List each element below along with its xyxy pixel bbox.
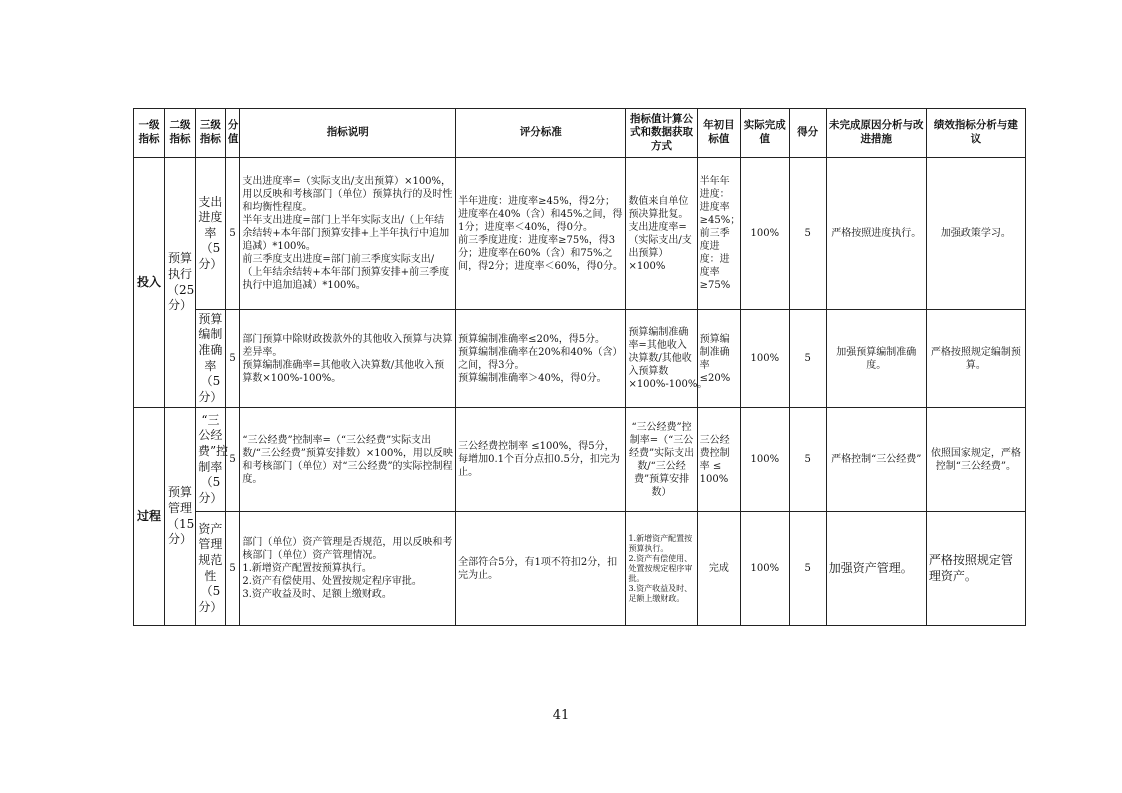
score: 5 <box>789 408 826 512</box>
reason-analysis: 加强预算编制准确度。 <box>826 310 926 408</box>
header-actual: 实际完成值 <box>741 109 790 158</box>
indicator-description: 部门预算中除财政拨款外的其他收入预算与决算差异率。 预算编制准确率=其他收入决算数/其他收入预算数×100%-100%。 <box>240 310 456 408</box>
calculation-formula: “三公经费”控制率=（“三公经费”实际支出数/“三公经费”预算安排数） <box>626 408 697 512</box>
scoring-standard: 半年进度：进度率≥45%，得2分；进度率在40%（含）和45%之间，得1分；进度率＜40%，得0分。 前三季度进度：进度率≥75%，得3分；进度率在60%（含）和75%之间，得2分；进度率＜60%，得0分。 <box>456 158 626 310</box>
indicator-description: 部门（单位）资产管理是否规范，用以反映和考核部门（单位）资产管理情况。 1.新增资产配置按预算执行。 2.资产有偿使用、处置按规定程序审批。 3.资产收益及时、足额上缴财政。 <box>240 512 456 626</box>
header-suggestion: 绩效指标分析与建议 <box>926 109 1025 158</box>
header-target: 年初目标值 <box>697 109 740 158</box>
level3-indicator: 资产管理规范性（5分） <box>195 512 225 626</box>
target-value: 半年年进度：进度率≥45%；前三季度进度：进度率≥75% <box>697 158 740 310</box>
table-row <box>134 408 1026 512</box>
header-score-value: 分值 <box>225 109 239 158</box>
reason-analysis: 严格按照进度执行。 <box>826 158 926 310</box>
reason-analysis: 加强资产管理。 <box>826 512 926 626</box>
indicator-description: 支出进度率=（实际支出/支出预算）×100%，用以反映和考核部门（单位）预算执行的及时性和均衡性程度。 半年支出进度=部门上半年实际支出/（上年结余结转+本年部门预算安排+上半年执行中追加追减）*100%。 前三季度支出进度=部门前三季度实际支出/（上年结余结转+本年部门预算安排+前三季度执行中追加追减）*100%。 <box>240 158 456 310</box>
level3-indicator: 预算编制准确率（5分） <box>195 310 225 408</box>
scoring-standard: 预算编制准确率≤20%，得5分。 预算编制准确率在20%和40%（含）之间，得3分。 预算编制准确率＞40%，得0分。 <box>456 310 626 408</box>
score-value: 5 <box>225 408 239 512</box>
table-row <box>134 512 1026 626</box>
reason-analysis: 严格控制“三公经费” <box>826 408 926 512</box>
scoring-standard: 三公经费控制率 ≤100%，得5分，每增加0.1个百分点扣0.5分，扣完为止。 <box>456 408 626 512</box>
level3-indicator: 支出进度率（5分） <box>195 158 225 310</box>
header-level1: 一级指标 <box>134 109 165 158</box>
actual-value: 100% <box>741 408 790 512</box>
calculation-formula: 1.新增资产配置按预算执行。 2.资产有偿使用、处置按规定程序审批。 3.资产收益及时、足额上缴财政。 <box>626 512 697 626</box>
target-value: 预算编制准确率≤20% <box>697 310 740 408</box>
level2-budget-management: 预算管理（15分） <box>164 408 195 626</box>
score: 5 <box>789 310 826 408</box>
header-score: 得分 <box>789 109 826 158</box>
score-value: 5 <box>225 158 239 310</box>
page-number: 41 <box>552 708 570 723</box>
score-value: 5 <box>225 310 239 408</box>
suggestion: 严格按照规定编制预算。 <box>926 310 1025 408</box>
suggestion: 依照国家规定，严格控制“三公经费”。 <box>926 408 1025 512</box>
target-value: 完成 <box>697 512 740 626</box>
score: 5 <box>789 512 826 626</box>
header-level2: 二级指标 <box>164 109 195 158</box>
header-formula: 指标值计算公式和数据获取方式 <box>626 109 697 158</box>
level1-process: 过程 <box>134 408 165 626</box>
actual-value: 100% <box>741 512 790 626</box>
indicator-description: “三公经费”控制率=（“三公经费”实际支出数/“三公经费”预算安排数）×100%，用以反映和考核部门（单位）对“三公经费”的实际控制程度。 <box>240 408 456 512</box>
actual-value: 100% <box>741 158 790 310</box>
level3-indicator: “三公经费”控制率（5分） <box>195 408 225 512</box>
actual-value: 100% <box>741 310 790 408</box>
calculation-formula: 数值来自单位预决算批复。支出进度率=（实际支出/支出预算）×100% <box>626 158 697 310</box>
performance-table <box>133 108 1026 626</box>
score-value: 5 <box>225 512 239 626</box>
suggestion: 严格按照规定管理资产。 <box>926 512 1025 626</box>
header-level3: 三级指标 <box>195 109 225 158</box>
level2-budget-execution: 预算执行（25分） <box>164 158 195 408</box>
scoring-standard: 全部符合5分，有1项不符扣2分，扣完为止。 <box>456 512 626 626</box>
level1-input: 投入 <box>134 158 165 408</box>
header-reason: 未完成原因分析与改进措施 <box>826 109 926 158</box>
table-row <box>134 310 1026 408</box>
target-value: 三公经费控制率 ≤ 100% <box>697 408 740 512</box>
table-row <box>134 158 1026 310</box>
header-standard: 评分标准 <box>456 109 626 158</box>
suggestion: 加强政策学习。 <box>926 158 1025 310</box>
score: 5 <box>789 158 826 310</box>
header-description: 指标说明 <box>240 109 456 158</box>
header-row <box>134 109 1026 158</box>
calculation-formula: 预算编制准确率=其他收入决算数/其他收入预算数×100%-100%。 <box>626 310 697 408</box>
